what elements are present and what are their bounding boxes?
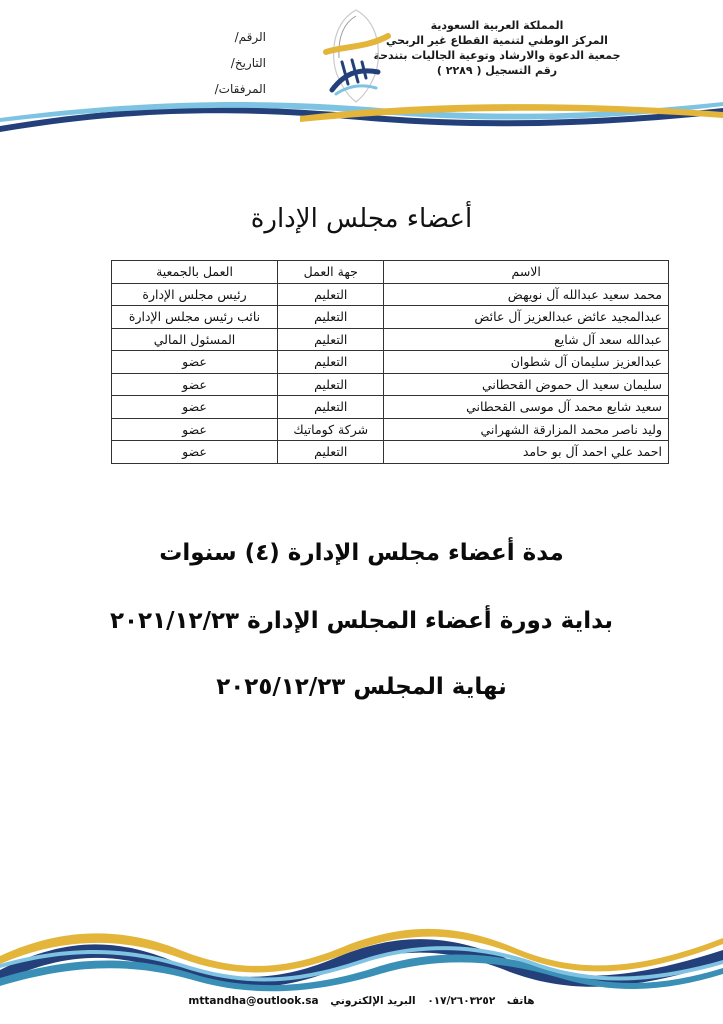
member-sector: التعليم: [278, 351, 384, 374]
member-name: سعيد شايع محمد آل موسى القحطاني: [384, 396, 669, 419]
association-logo: [318, 6, 394, 106]
table-row: [112, 373, 669, 396]
table-row: [112, 306, 669, 329]
attachments-label: المرفقات/: [214, 82, 266, 96]
member-name: سليمان سعيد ال حموض القحطاني: [384, 373, 669, 396]
footer-contact: [0, 995, 723, 1007]
column-header-role: العمل بالجمعية: [112, 261, 278, 284]
term-start-statement: بداية دورة أعضاء المجلس الإدارة ٢٠٢١/١٢/٢٣: [109, 608, 614, 634]
column-header-name: الاسم: [384, 261, 669, 284]
member-role: نائب رئيس مجلس الإدارة: [112, 306, 278, 329]
table-header-row: [112, 261, 669, 284]
member-role: عضو: [112, 418, 278, 441]
organization-header: [367, 18, 627, 78]
member-role: رئيس مجلس الإدارة: [112, 283, 278, 306]
member-name: عبدالله سعد آل شايع: [384, 328, 669, 351]
email-label: البريد الإلكتروني: [330, 995, 416, 1007]
member-sector: التعليم: [278, 373, 384, 396]
member-sector: التعليم: [278, 441, 384, 464]
kingdom-name: المملكة العربية السعودية: [430, 19, 564, 32]
association-name: جمعية الدعوة والارشاد وتوعية الجاليات بتندحة: [373, 49, 621, 62]
phone-number: ٠١٧/٢٦٠٣٢٥٢: [427, 995, 496, 1007]
column-header-sector: جهة العمل: [278, 261, 384, 284]
member-sector: التعليم: [278, 283, 384, 306]
member-role: عضو: [112, 441, 278, 464]
member-role: عضو: [112, 351, 278, 374]
member-role: المسئول المالي: [112, 328, 278, 351]
table-row: [112, 328, 669, 351]
email-address: mttandha@outlook.sa: [188, 995, 319, 1007]
table-row: [112, 396, 669, 419]
table-row: [112, 283, 669, 306]
member-role: عضو: [112, 373, 278, 396]
member-name: محمد سعيد عبدالله آل نويهض: [384, 283, 669, 306]
registration-number: رقم التسجيل ( ٢٢٨٩ ): [436, 64, 558, 77]
member-name: وليد ناصر محمد المزارقة الشهراني: [384, 418, 669, 441]
table-row: [112, 351, 669, 374]
page-title: أعضاء مجلس الإدارة: [250, 204, 473, 234]
reference-fields: [196, 24, 266, 102]
member-role: عضو: [112, 396, 278, 419]
member-sector: التعليم: [278, 328, 384, 351]
member-sector: التعليم: [278, 396, 384, 419]
table-row: [112, 441, 669, 464]
member-sector: شركة كوماتيك: [278, 418, 384, 441]
board-members-table: [111, 260, 669, 464]
term-end-statement: نهاية المجلس ٢٠٢٥/١٢/٢٣: [216, 674, 507, 700]
footer-wave-decoration: [0, 920, 723, 992]
center-name: المركز الوطني لتنمية القطاع غير الربحي: [386, 34, 608, 47]
board-term-statement: مدة أعضاء مجلس الإدارة (٤) سنوات: [159, 540, 564, 566]
member-name: عبدالعزيز سليمان آل شطوان: [384, 351, 669, 374]
date-label: التاريخ/: [230, 56, 266, 70]
member-name: عبدالمجيد عائض عبدالعزيز آل عائض: [384, 306, 669, 329]
member-sector: التعليم: [278, 306, 384, 329]
reference-number-label: الرقم/: [234, 30, 266, 44]
header-wave-decoration: [0, 96, 723, 136]
phone-label: هاتف: [506, 995, 535, 1007]
member-name: احمد علي احمد آل بو حامد: [384, 441, 669, 464]
table-row: [112, 418, 669, 441]
